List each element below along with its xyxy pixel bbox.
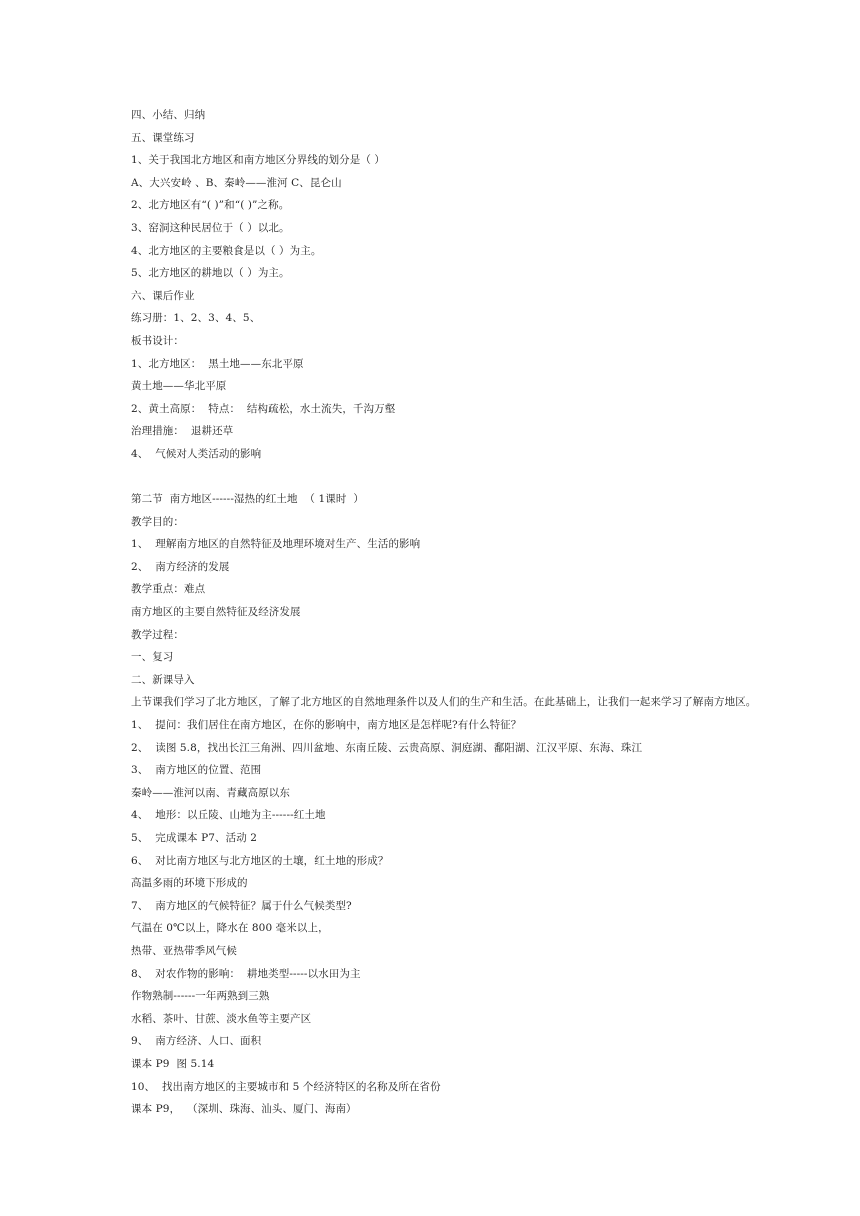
section-southern-region — [131, 488, 831, 1121]
text-line: 上节课我们学习了北方地区，了解了北方地区的自然地理条件以及人们的生产和生活。在此基础上，让我们一起来学习了解南方地区。 — [131, 696, 757, 709]
text-line: 课本 P9， （深圳、珠海、汕头、厦门、海南） — [131, 1103, 357, 1116]
text-line: 板书设计： — [131, 334, 184, 347]
text-line: 1、 提问：我们居住在南方地区，在你的影响中，南方地区是怎样呢?有什么特征？ — [131, 719, 522, 732]
text-line: 一、复习 — [131, 651, 174, 664]
text-line: 五、课堂练习 — [131, 131, 195, 144]
text-line: 作物熟制------一年两熟到三熟 — [131, 990, 270, 1003]
text-line: A、大兴安岭 、B、秦岭——淮河 C、昆仑山 — [131, 176, 342, 189]
text-line: 1、关于我国北方地区和南方地区分界线的划分是（ ） — [131, 154, 386, 167]
text-line: 2、黄土高原： 特点： 结构疏松，水土流失，千沟万壑 — [131, 402, 396, 415]
text-line: 热带、亚热带季风气候 — [131, 944, 237, 957]
text-line: 四、小结、归纳 — [131, 109, 206, 121]
text-line: 秦岭——淮河以南、青藏高原以东 — [131, 786, 290, 799]
text-line: 5、 完成课本 P7、活动 2 — [131, 832, 258, 844]
section-summary-exercises — [131, 104, 831, 466]
text-line: 7、 南方地区的气候特征？属于什么气候类型? — [131, 899, 352, 912]
text-line: 2、 读图 5.8，找出长江三角洲、四川盆地、东南丘陵、云贵高原、洞庭湖、鄱阳湖、江汉平原、东海、珠江 — [131, 741, 643, 754]
text-line: 10、 找出南方地区的主要城市和 5 个经济特区的名称及所在省份 — [131, 1080, 441, 1093]
text-line: 6、 对比南方地区与北方地区的土壤，红土地的形成？ — [131, 854, 389, 867]
text-line: 1、 理解南方地区的自然特征及地理环境对生产、生活的影响 — [131, 538, 421, 551]
text-line: 8、 对农作物的影响： 耕地类型-----以水田为主 — [131, 967, 361, 980]
text-line: 高温多雨的环境下形成的 — [131, 877, 248, 890]
text-line: 教学目的： — [131, 515, 184, 528]
text-line: 9、 南方经济、人口、面积 — [131, 1035, 262, 1048]
text-line: 气温在 0℃以上，降水在 800 毫米以上， — [131, 922, 329, 935]
text-line: 教学过程： — [131, 628, 184, 641]
document-page — [131, 104, 831, 1121]
text-line: 课本 P9 图 5.14 — [131, 1057, 215, 1070]
text-line: 水稻、茶叶、甘蔗、淡水鱼等主要产区 — [131, 1012, 312, 1025]
text-line: 二、新课导入 — [131, 673, 195, 686]
text-line: 4、北方地区的主要粮食是以（ ）为主。 — [131, 244, 322, 257]
text-line: 5、北方地区的耕地以（ ）为主。 — [131, 267, 290, 280]
text-line: 黄土地——华北平原 — [131, 380, 227, 393]
text-line: 练习册：1、2、3、4、5、 — [131, 312, 261, 325]
text-line: 治理措施： 退耕还草 — [131, 425, 234, 438]
text-line: 六、课后作业 — [131, 289, 195, 302]
text-line: 4、 地形：以丘陵、山地为主------红土地 — [131, 809, 326, 822]
section-heading: 第二节 南方地区------湿热的红土地 （ 1课时 ） — [131, 493, 364, 506]
blank-line — [131, 466, 831, 489]
text-line: 4、 气候对人类活动的影响 — [131, 447, 262, 460]
text-line: 2、 南方经济的发展 — [131, 560, 230, 573]
text-line: 南方地区的主要自然特征及经济发展 — [131, 606, 301, 619]
text-line: 1、北方地区： 黑土地——东北平原 — [131, 357, 304, 370]
text-line: 3、窑洞这种民居位于（ ）以北。 — [131, 221, 290, 234]
text-line: 教学重点：难点 — [131, 583, 206, 596]
text-line: 2、北方地区有“( )”和“( )”之称。 — [131, 199, 290, 212]
text-line: 3、 南方地区的位置、范围 — [131, 764, 262, 777]
